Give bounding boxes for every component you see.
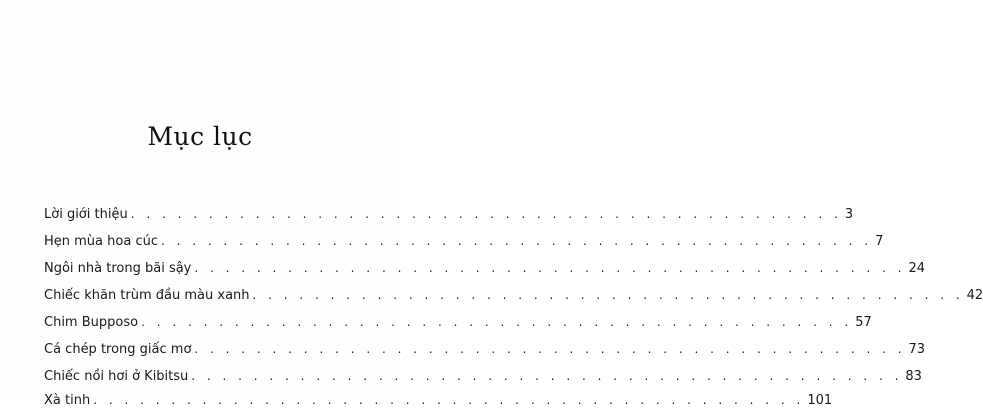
page-title: Mục lục (147, 122, 253, 151)
toc-entry (44, 387, 833, 408)
toc-entry-page: 101 (807, 393, 833, 408)
toc-entry-title: Hẹn mùa hoa cúc (44, 234, 158, 249)
toc-entry (44, 309, 872, 336)
dot-leader (131, 201, 842, 228)
toc-entry (44, 228, 884, 255)
toc-entry (44, 255, 926, 282)
dot-leader (194, 255, 905, 282)
dot-leader (93, 387, 804, 414)
toc-entry (44, 363, 922, 390)
dot-leader (191, 363, 902, 390)
toc-entry-title: Ngôi nhà trong bãi sậy (44, 261, 192, 276)
toc-entry-title: Chim Bupposo (44, 315, 139, 330)
toc-entry-page: 42 (966, 288, 983, 303)
toc-entry-page: 3 (844, 207, 854, 222)
toc-entry (44, 282, 983, 309)
toc-entry-page: 7 (875, 234, 884, 249)
toc-entry-title: Chiếc khăn trùm đầu màu xanh (44, 288, 250, 303)
toc-entry (44, 336, 926, 363)
dot-leader (253, 282, 964, 309)
toc-entry-title: Chiếc nồi hơi ở Kibitsu (44, 369, 189, 384)
toc-entry-page: 57 (855, 315, 872, 330)
dot-leader (141, 309, 852, 336)
toc-entry-title: Xà tinh (44, 393, 91, 408)
dot-leader (161, 228, 872, 255)
toc-entry-page: 83 (905, 369, 922, 384)
toc-entry-title: Cá chép trong giấc mơ (44, 342, 192, 357)
table-of-contents (44, 201, 983, 408)
toc-entry (44, 201, 854, 228)
toc-entry-page: 73 (908, 342, 926, 357)
dot-leader (194, 336, 905, 363)
toc-entry-page: 24 (908, 261, 926, 276)
toc-entry-title: Lời giới thiệu (44, 207, 128, 222)
